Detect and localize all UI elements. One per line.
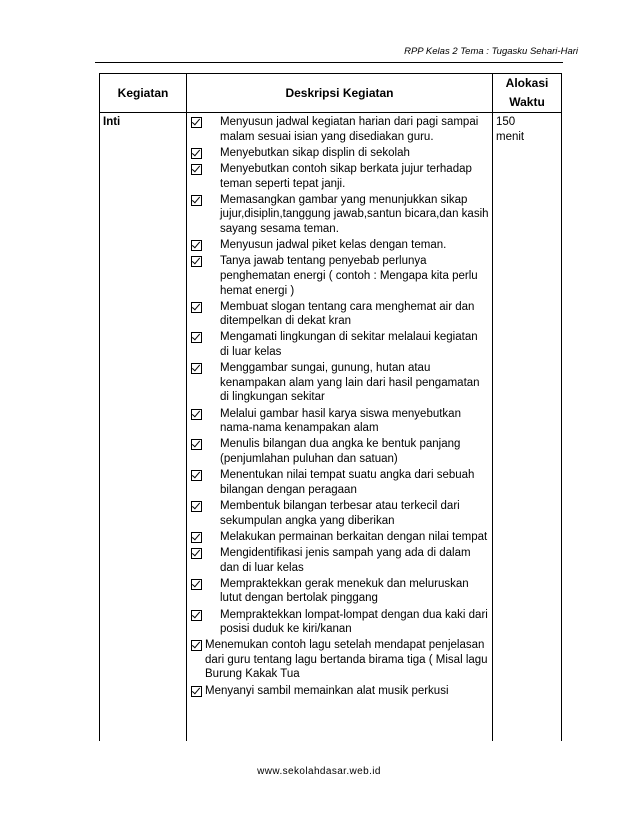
cell-deskripsi: [187, 113, 493, 741]
list-item: [190, 437, 489, 466]
table-header-row: [100, 74, 562, 113]
activity-table: [99, 73, 562, 741]
list-item: [190, 638, 489, 682]
list-item-text: Menemukan contoh lagu setelah mendapat penjelasan dari guru tentang lagu bertanda birama tiga ( Misal lagu Burung Kakak Tua: [205, 639, 488, 681]
list-item: [190, 684, 489, 699]
list-item: [190, 162, 489, 191]
list-item: [190, 193, 489, 237]
checkbox-checked-icon: [191, 240, 202, 251]
checkbox-checked-icon: [191, 470, 202, 481]
list-item-text: Menentukan nilai tempat suatu angka dari sebuah bilangan dengan peragaan: [220, 469, 475, 496]
checkbox-checked-icon: [191, 409, 202, 420]
list-item-text: Menggambar sungai, gunung, hutan atau kenampakan alam yang lain dari hasil pengamatan di lingkungan sekitar: [220, 362, 480, 404]
checkbox-checked-icon: [191, 117, 202, 128]
list-item: [190, 546, 489, 575]
list-item: [190, 499, 489, 528]
header-alokasi-line1: Alokasi: [505, 76, 549, 90]
checkbox-checked-icon: [191, 532, 202, 543]
list-item-text: Menyusun jadwal kegiatan harian dari pagi sampai malam sesuai isian yang disediakan guru.: [220, 116, 479, 143]
checkbox-checked-icon: [191, 548, 202, 559]
list-item-text: Mempraktekkan lompat-lompat dengan dua kaki dari posisi duduk ke kiri/kanan: [220, 608, 488, 636]
checkbox-checked-icon: [191, 256, 202, 267]
activity-list: [190, 115, 489, 698]
list-item-text: Mempraktekkan gerak menekuk dan meluruskan lutut dengan bertolak pinggang: [220, 577, 469, 605]
list-item-text: Mengamati lingkungan di sekitar melalaui kegiatan di luar kelas: [220, 331, 478, 359]
alokasi-value: 150: [496, 116, 516, 128]
checkbox-checked-icon: [191, 439, 202, 450]
checkbox-checked-icon: [191, 148, 202, 159]
list-item-text: Memasangkan gambar yang menunjukkan sikap jujur,disiplin,tanggung jawab,santun bicara,dan kasih sayang sesama teman.: [220, 193, 489, 235]
list-item-text: Melalui gambar hasil karya siswa menyebutkan nama-nama kenampakan alam: [220, 407, 461, 435]
list-item: [190, 330, 489, 359]
list-item: [190, 577, 489, 606]
list-item-text: Membentuk bilangan terbesar atau terkecil dari sekumpulan angka yang diberikan: [220, 499, 460, 527]
checkbox-checked-icon: [191, 686, 202, 697]
table-row: [100, 113, 562, 741]
list-item: [190, 530, 489, 545]
list-item: [190, 468, 489, 497]
header-alokasi: [493, 74, 562, 113]
list-item-text: Membuat slogan tentang cara menghemat air dan ditempelkan di dekat kran: [220, 300, 475, 328]
header-alokasi-line2: Waktu: [509, 95, 545, 109]
header-kegiatan: Kegiatan: [100, 74, 187, 113]
list-item: [190, 115, 489, 144]
checkbox-checked-icon: [191, 302, 202, 313]
checkbox-checked-icon: [191, 195, 202, 206]
list-item: [190, 254, 489, 298]
list-item-text: Melakukan permainan berkaitan dengan nilai tempat: [220, 530, 488, 543]
footer-url: www.sekolahdasar.web.id: [257, 766, 381, 777]
checkbox-checked-icon: [191, 363, 202, 374]
header-deskripsi: Deskripsi Kegiatan: [187, 74, 493, 113]
list-item: [190, 238, 489, 253]
checkbox-checked-icon: [191, 579, 202, 590]
list-item-text: Menulis bilangan dua angka ke bentuk panjang (penjumlahan puluhan dan satuan): [220, 438, 461, 465]
checkbox-checked-icon: [191, 164, 202, 175]
list-item-text: Menyebutkan contoh sikap berkata jujur terhadap teman seperti tepat janji.: [220, 162, 472, 190]
list-item-text: Mengidentifikasi jenis sampah yang ada di dalam dan di luar kelas: [220, 546, 471, 574]
list-item: [190, 608, 489, 637]
running-header: RPP Kelas 2 Tema : Tugasku Sehari-Hari: [404, 46, 578, 57]
list-item: [190, 300, 489, 329]
checkbox-checked-icon: [191, 332, 202, 343]
header-rule: [95, 62, 563, 63]
list-item-text: Menyebutkan sikap displin di sekolah: [220, 146, 410, 159]
alokasi-unit: menit: [496, 130, 525, 143]
cell-alokasi: [493, 113, 562, 741]
list-item: [190, 407, 489, 436]
checkbox-checked-icon: [191, 610, 202, 621]
list-item: [190, 146, 489, 161]
list-item: [190, 361, 489, 405]
checkbox-checked-icon: [191, 640, 202, 651]
checkbox-checked-icon: [191, 501, 202, 512]
cell-kegiatan: Inti: [100, 113, 187, 741]
list-item-text: Menyanyi sambil memainkan alat musik perkusi: [205, 684, 449, 697]
list-item-text: Menyusun jadwal piket kelas dengan teman.: [220, 239, 447, 252]
list-item-text: Tanya jawab tentang penyebab perlunya penghematan energi ( contoh : Mengapa kita perlu hemat energi ): [220, 255, 478, 297]
